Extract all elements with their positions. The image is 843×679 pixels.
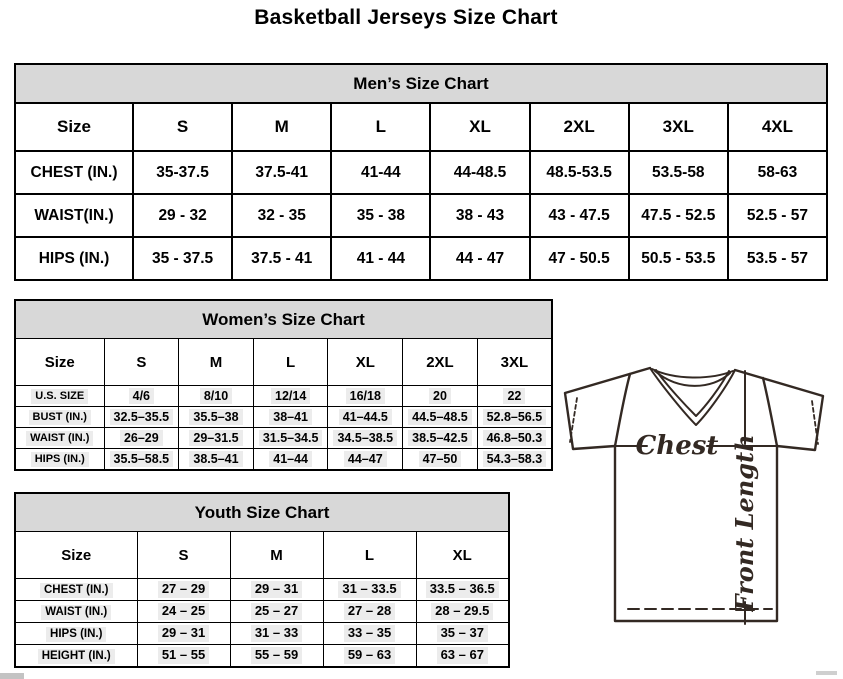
womens-value: 4/6 [129,388,154,404]
mens-col-header: S [133,103,232,151]
jersey-outline-icon [565,368,823,621]
page-title: Basketball Jerseys Size Chart [254,6,558,29]
youth-col-header: M [230,532,323,579]
womens-value: 38–41 [269,409,312,425]
youth-col-header: XL [416,532,509,579]
scrollbar-fragment [0,673,24,679]
womens-value: 54.3–58.3 [483,451,547,467]
youth-col-header: L [323,532,416,579]
womens-col-header: M [179,339,254,386]
scrollbar-fragment [816,671,837,675]
mens-value: 50.5 - 53.5 [629,237,728,280]
youth-row-label-height: HEIGHT (IN.) [38,649,115,664]
mens-value: 48.5-53.5 [530,151,629,194]
womens-row-label-waist: WAIST (IN.) [26,431,93,445]
mens-row-label-chest: CHEST (IN.) [15,151,133,194]
womens-row-label-ussize: U.S. SIZE [31,389,88,403]
mens-col-header: 3XL [629,103,728,151]
womens-value: 35.5–58.5 [110,451,174,467]
mens-value: 53.5 - 57 [728,237,827,280]
womens-value: 47–50 [419,451,462,467]
youth-value: 29 – 31 [251,581,302,598]
youth-value: 29 – 31 [158,625,209,642]
youth-row-label-hips: HIPS (IN.) [46,627,106,642]
womens-value: 8/10 [200,388,232,404]
mens-value: 41-44 [331,151,430,194]
womens-value: 34.5–38.5 [333,430,397,446]
womens-size-header: Size [15,339,104,386]
mens-value: 37.5-41 [232,151,331,194]
mens-value: 58-63 [728,151,827,194]
mens-value: 35 - 38 [331,194,430,237]
mens-col-header: XL [430,103,529,151]
womens-value: 38.5–41 [189,451,242,467]
youth-size-header: Size [15,532,137,579]
mens-value: 35-37.5 [133,151,232,194]
womens-value: 35.5–38 [189,409,242,425]
womens-table-title: Women’s Size Chart [15,300,552,339]
mens-value: 44-48.5 [430,151,529,194]
womens-value: 41–44 [269,451,312,467]
mens-table-title: Men’s Size Chart [15,64,827,103]
youth-value: 27 – 29 [158,581,209,598]
mens-value: 53.5-58 [629,151,728,194]
womens-value: 20 [429,388,451,404]
youth-table-title: Youth Size Chart [15,493,509,532]
youth-row-label-waist: WAIST (IN.) [41,605,111,620]
mens-col-header: L [331,103,430,151]
collar-icon [650,368,735,425]
womens-col-header: XL [328,339,403,386]
youth-value: 59 – 63 [344,647,395,664]
womens-value: 12/14 [271,388,310,404]
mens-value: 35 - 37.5 [133,237,232,280]
womens-value: 29–31.5 [189,430,242,446]
womens-value: 26–29 [120,430,163,446]
mens-value: 44 - 47 [430,237,529,280]
youth-value: 55 – 59 [251,647,302,664]
womens-value: 31.5–34.5 [259,430,323,446]
youth-size-table [14,492,510,668]
womens-row-label-hips: HIPS (IN.) [31,452,89,466]
mens-size-header: Size [15,103,133,151]
mens-size-table [14,63,828,281]
jersey-measurement-diagram [550,358,842,654]
mens-col-header: 4XL [728,103,827,151]
youth-value: 35 – 37 [437,625,488,642]
mens-value: 41 - 44 [331,237,430,280]
mens-value: 37.5 - 41 [232,237,331,280]
mens-value: 47 - 50.5 [530,237,629,280]
youth-value: 51 – 55 [158,647,209,664]
youth-value: 28 – 29.5 [431,603,493,620]
mens-value: 29 - 32 [133,194,232,237]
youth-col-header: S [137,532,230,579]
youth-value: 31 – 33 [251,625,302,642]
mens-value: 32 - 35 [232,194,331,237]
womens-value: 38.5–42.5 [408,430,472,446]
womens-value: 46.8–50.3 [483,430,547,446]
mens-col-header: 2XL [530,103,629,151]
womens-col-header: S [104,339,179,386]
womens-size-table [14,299,553,471]
womens-col-header: L [253,339,328,386]
mens-value: 47.5 - 52.5 [629,194,728,237]
womens-value: 52.8–56.5 [483,409,547,425]
mens-col-header: M [232,103,331,151]
front-length-label: Front Length [730,434,759,612]
youth-row-label-chest: CHEST (IN.) [40,583,113,598]
womens-value: 32.5–35.5 [110,409,174,425]
mens-row-label-waist: WAIST(IN.) [15,194,133,237]
womens-value: 44.5–48.5 [408,409,472,425]
womens-col-header: 2XL [403,339,478,386]
youth-value: 25 – 27 [251,603,302,620]
youth-value: 33.5 – 36.5 [426,581,499,598]
youth-value: 27 – 28 [344,603,395,620]
youth-value: 31 – 33.5 [338,581,400,598]
womens-value: 16/18 [346,388,385,404]
mens-value: 38 - 43 [430,194,529,237]
youth-value: 24 – 25 [158,603,209,620]
womens-value: 41–44.5 [339,409,392,425]
mens-value: 52.5 - 57 [728,194,827,237]
womens-col-header: 3XL [477,339,552,386]
mens-value: 43 - 47.5 [530,194,629,237]
womens-row-label-bust: BUST (IN.) [29,410,91,424]
mens-row-label-hips: HIPS (IN.) [15,237,133,280]
youth-value: 63 – 67 [437,647,488,664]
womens-value: 44–47 [344,451,387,467]
chest-label: Chest [635,431,719,461]
womens-value: 22 [503,388,525,404]
youth-value: 33 – 35 [344,625,395,642]
